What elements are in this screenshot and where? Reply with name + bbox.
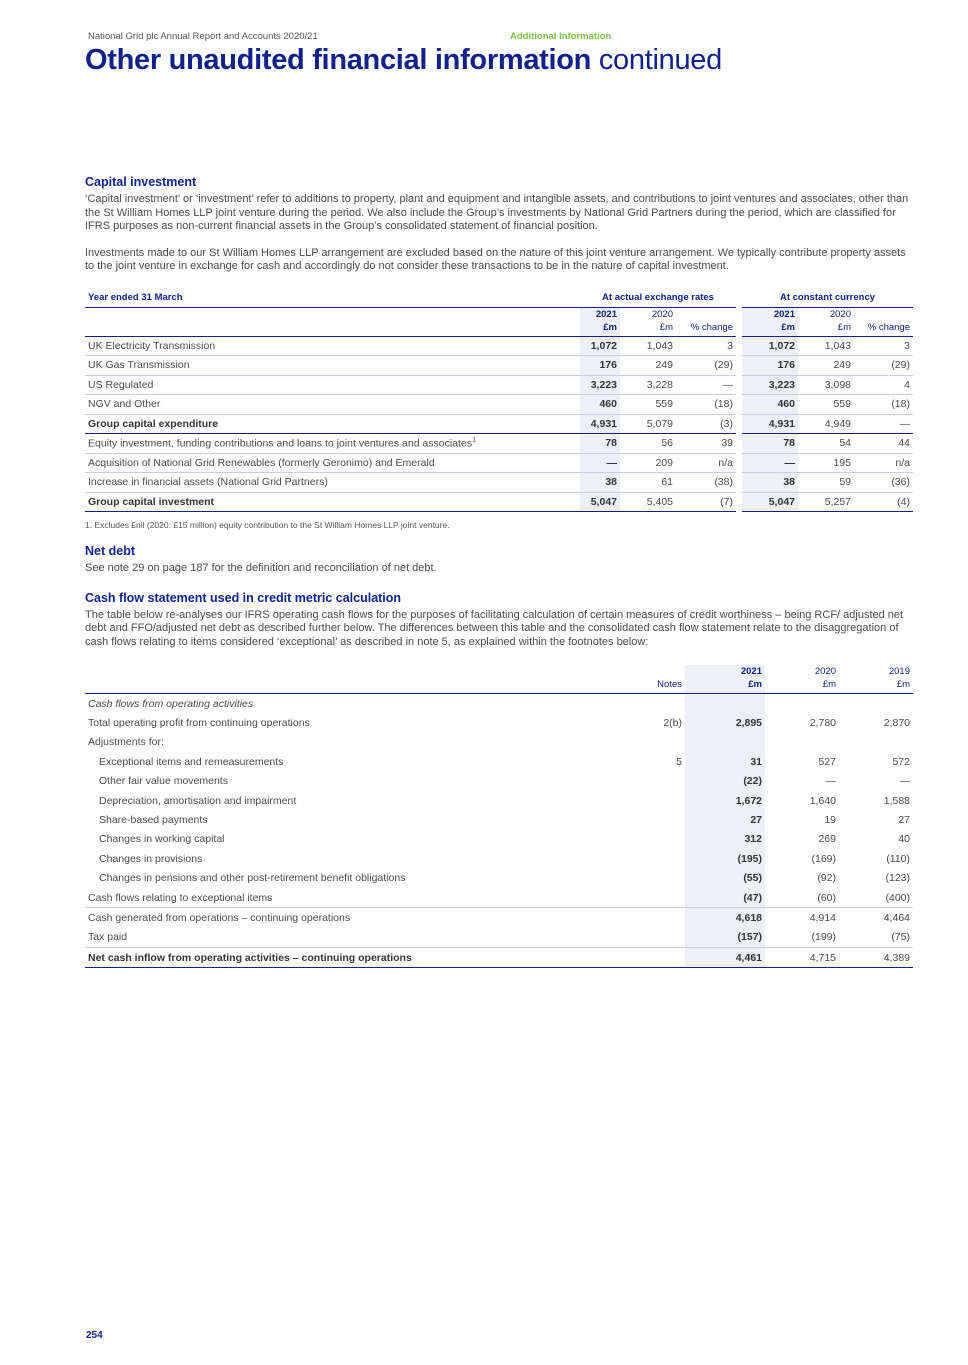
actual-change-value: n/a — [676, 453, 736, 473]
cf-2021-value: (195) — [685, 849, 765, 868]
actual-2020-value: 5,079 — [620, 414, 676, 434]
capital-investment-para-1: ‘Capital investment’ or ‘investment’ refer to additions to property, plant and equipment and intangible assets, and contributions to joint ventures and associates, other than the St William Homes LLP joint venture during the period. We also include the Group’s investments by National Grid Partners during the period, which are classified for IFRS purposes as non-current financial assets in the Group’s consolidated statement of financial position. — [85, 193, 909, 232]
note-ref — [605, 888, 685, 908]
cf-2020-value: (169) — [811, 852, 836, 865]
constant-change-value: 44 — [854, 434, 913, 454]
note-ref — [605, 849, 685, 868]
cf-2021-header: 2021 — [685, 665, 765, 678]
cf-2021-value — [685, 694, 765, 714]
constant-2020-value: 5,257 — [798, 492, 854, 512]
row-label: Cash generated from operations – continuing operations — [88, 911, 351, 924]
row-label — [85, 356, 580, 376]
row-label: Changes in working capital — [99, 833, 225, 846]
net-debt-text: See note 29 on page 187 for the definition and reconciliation of net debt. — [85, 562, 437, 574]
actual-2021-value: 460 — [580, 395, 620, 415]
section-label: Additional Information — [510, 31, 612, 42]
table-row — [85, 772, 913, 791]
actual-2021-value: — — [580, 453, 620, 473]
capital-investment-table — [85, 291, 913, 513]
note-ref — [605, 830, 685, 849]
table-row — [85, 733, 913, 752]
row-label-text: UK Gas Transmission — [88, 359, 190, 372]
cf-2019-value: — — [899, 775, 910, 788]
constant-2020-value: 3,098 — [798, 375, 854, 395]
actual-2020-value: 56 — [620, 434, 676, 454]
table-row — [85, 356, 913, 376]
constant-2021-header: 2021 — [742, 307, 798, 321]
cf-2019-value: 4,389 — [839, 948, 913, 968]
row-label-text: Equity investment, funding contributions and loans to joint ventures and associates — [88, 437, 473, 450]
row-label-text: NGV and Other — [88, 398, 161, 411]
row-label: Tax paid — [85, 928, 605, 948]
year-ended-header: Year ended 31 March — [85, 291, 580, 308]
row-label-text: UK Electricity Transmission — [88, 339, 216, 352]
page-number: 254 — [86, 1330, 103, 1341]
cf-2021-value: 4,618 — [685, 908, 765, 928]
cf-2020-header: 2020 — [814, 666, 836, 677]
note-ref — [605, 869, 685, 888]
cf-2021-value: (47) — [685, 888, 765, 908]
actual-change-value: 3 — [676, 336, 736, 356]
actual-2020-value: 3,228 — [620, 375, 676, 395]
actual-2021-value: 4,931 — [580, 414, 620, 434]
table-row — [85, 752, 913, 771]
row-label-text: Increase in financial assets (National Grid Partners) — [88, 476, 328, 489]
table-row — [85, 869, 913, 888]
constant-change-value: — — [854, 414, 913, 434]
constant-2020-value: 4,949 — [798, 414, 854, 434]
cf-2021-value: 31 — [685, 752, 765, 771]
constant-2021-value: 78 — [742, 434, 798, 454]
content — [85, 175, 913, 968]
actual-change-value: (7) — [676, 492, 736, 512]
row-label-text: US Regulated — [88, 378, 154, 391]
actual-2021-header: 2021 — [580, 307, 620, 321]
row-label — [85, 492, 580, 512]
cf-2019-value: 40 — [898, 833, 910, 846]
note-ref — [605, 791, 685, 810]
actual-2020-value: 559 — [620, 395, 676, 415]
constant-2021-unit: £m — [742, 321, 798, 337]
cf-2019-header: 2019 — [888, 666, 910, 677]
page-title-main: Other unaudited financial information — [85, 44, 592, 76]
constant-2021-value: 1,072 — [742, 336, 798, 356]
footnote-ref: 1 — [472, 437, 476, 444]
actual-change-value: (29) — [676, 356, 736, 376]
constant-2021-value: 176 — [742, 356, 798, 376]
cf-2020-value: (199) — [765, 928, 839, 948]
actual-change-value: (38) — [676, 473, 736, 493]
cash-flow-table — [85, 665, 913, 968]
constant-2020-value: 59 — [798, 473, 854, 493]
cf-2021-value: 312 — [685, 830, 765, 849]
table-row — [85, 888, 913, 908]
actual-2021-value: 38 — [580, 473, 620, 493]
table-row — [85, 713, 913, 732]
cf-2019-value: 2,870 — [883, 717, 910, 730]
cf-2021-value: (22) — [685, 772, 765, 791]
note-ref — [605, 948, 685, 968]
row-label: Cash flows relating to exceptional items — [85, 888, 605, 908]
table-row — [85, 336, 913, 356]
cf-2019-value — [839, 733, 913, 752]
cf-2021-value: 27 — [685, 810, 765, 829]
report-title: National Grid plc Annual Report and Accounts 2020/21 — [88, 31, 318, 42]
cf-2020-value: 1,640 — [809, 794, 836, 807]
actual-2021-value: 78 — [580, 434, 620, 454]
cf-2020-value: 4,914 — [809, 911, 836, 924]
row-label — [85, 395, 580, 415]
cf-2019-value: (400) — [839, 888, 913, 908]
cf-2021-value: 4,461 — [685, 948, 765, 968]
row-label: Net cash inflow from operating activities – continuing operations — [85, 948, 605, 968]
constant-change-value: 3 — [854, 336, 913, 356]
cf-2021-value: 2,895 — [685, 713, 765, 732]
constant-change-value: (18) — [854, 395, 913, 415]
note-ref — [605, 772, 685, 791]
table-row — [85, 849, 913, 868]
table-row — [85, 473, 913, 493]
row-label-text: Group capital investment — [88, 495, 215, 508]
cf-2020-unit: £m — [765, 678, 839, 694]
row-label: Other fair value movements — [99, 775, 228, 788]
constant-2021-value: 38 — [742, 473, 798, 493]
cf-2020-value: 19 — [824, 814, 836, 827]
page-title — [85, 44, 722, 77]
table-row — [85, 948, 913, 968]
actual-change-header: % change — [676, 321, 736, 337]
constant-2020-value: 195 — [798, 453, 854, 473]
row-label: Cash flows from operating activities — [88, 697, 254, 710]
table-row — [85, 908, 913, 928]
row-label — [85, 434, 580, 454]
constant-2020-unit: £m — [798, 321, 854, 337]
cf-2019-value: 1,588 — [883, 794, 910, 807]
cf-2019-value: 572 — [892, 755, 910, 768]
cf-2020-value: 2,780 — [809, 717, 836, 730]
cf-2020-value: — — [825, 775, 836, 788]
constant-2021-value: 5,047 — [742, 492, 798, 512]
cf-2020-value: (92) — [817, 872, 836, 885]
constant-change-value: (29) — [854, 356, 913, 376]
table-row — [85, 694, 913, 714]
constant-change-header: % change — [854, 321, 913, 337]
table-row — [85, 375, 913, 395]
constant-2020-value: 559 — [798, 395, 854, 415]
actual-change-value: — — [676, 375, 736, 395]
table-row — [85, 453, 913, 473]
cf-2019-value: 4,464 — [883, 911, 910, 924]
constant-change-value: 4 — [854, 375, 913, 395]
cf-2020-value: 527 — [818, 755, 836, 768]
row-label — [85, 453, 580, 473]
constant-2020-header: 2020 — [829, 308, 851, 320]
row-label: Total operating profit from continuing operations — [88, 717, 310, 730]
table-row — [85, 414, 913, 434]
actual-2021-value: 3,223 — [580, 375, 620, 395]
constant-2021-value: 3,223 — [742, 375, 798, 395]
constant-change-value: (4) — [854, 492, 913, 512]
cf-2020-value: 269 — [818, 833, 836, 846]
table-row — [85, 928, 913, 948]
cf-2019-unit: £m — [839, 678, 913, 694]
table-row — [85, 791, 913, 810]
note-ref — [605, 694, 685, 714]
row-label: Changes in provisions — [99, 852, 203, 865]
constant-currency-header: At constant currency — [742, 291, 913, 308]
cf-2020-value: (60) — [765, 888, 839, 908]
constant-change-value: (36) — [854, 473, 913, 493]
cf-2020-value — [765, 733, 839, 752]
row-label-text: Group capital expenditure — [88, 417, 219, 430]
page-title-continued: continued — [598, 44, 722, 76]
cf-2019-value: (110) — [886, 852, 910, 865]
row-label — [85, 336, 580, 356]
cf-2021-value: (55) — [685, 869, 765, 888]
cf-2019-value: (123) — [885, 872, 910, 885]
constant-2021-value: — — [742, 453, 798, 473]
actual-2020-value: 61 — [620, 473, 676, 493]
cash-flow-heading: Cash flow statement used in credit metric calculation — [85, 590, 402, 605]
row-label: Exceptional items and remeasurements — [99, 755, 284, 768]
actual-2020-value: 1,043 — [620, 336, 676, 356]
row-label: Changes in pensions and other post-retirement benefit obligations — [99, 872, 406, 885]
actual-2020-unit: £m — [620, 321, 676, 337]
constant-change-value: n/a — [854, 453, 913, 473]
cf-2020-value: 4,715 — [765, 948, 839, 968]
actual-2020-value: 5,405 — [620, 492, 676, 512]
actual-change-value: (18) — [676, 395, 736, 415]
row-label-text: Acquisition of National Grid Renewables (formerly Geronimo) and Emerald — [88, 456, 435, 469]
actual-change-value: 39 — [676, 434, 736, 454]
cf-2021-value: (157) — [685, 928, 765, 948]
cf-notes-header: Notes — [605, 678, 685, 694]
row-label: Depreciation, amortisation and impairment — [99, 794, 297, 807]
table-row — [85, 810, 913, 829]
actual-2021-value: 5,047 — [580, 492, 620, 512]
actual-2020-header: 2020 — [651, 308, 673, 320]
capital-investment-para-2: Investments made to our St William Homes LLP arrangement are excluded based on the nature of this joint venture arrangement. We typically contribute property assets to the joint venture in exchange for cash and accordingly do not consider these transactions to be in the nature of capital investment. — [85, 246, 906, 272]
cf-2019-value: 27 — [898, 814, 910, 827]
cf-2019-value: (75) — [839, 928, 913, 948]
cf-2019-value — [839, 694, 913, 714]
row-label — [85, 414, 580, 434]
actual-rates-header: At actual exchange rates — [580, 291, 736, 308]
note-ref — [605, 908, 685, 928]
actual-2021-unit: £m — [580, 321, 620, 337]
table-row — [85, 492, 913, 512]
row-label — [85, 375, 580, 395]
constant-2021-value: 4,931 — [742, 414, 798, 434]
capital-investment-heading: Capital investment — [85, 175, 197, 189]
cf-2021-unit: £m — [685, 678, 765, 694]
cf-2021-value — [685, 733, 765, 752]
row-label: Adjustments for: — [88, 736, 164, 749]
note-ref: 2(b) — [663, 717, 682, 730]
constant-2020-value: 54 — [798, 434, 854, 454]
table-row — [85, 830, 913, 849]
note-ref — [605, 810, 685, 829]
table-row — [85, 395, 913, 415]
constant-2021-value: 460 — [742, 395, 798, 415]
note-ref — [605, 733, 685, 752]
cf-2020-value — [765, 694, 839, 714]
net-debt-heading: Net debt — [85, 544, 135, 558]
row-label — [85, 473, 580, 493]
row-label: Share-based payments — [99, 814, 208, 827]
footnote: 1. Excludes £nil (2020: £15 million) equity contribution to the St William Homes LLP joint venture. — [85, 520, 450, 530]
cf-2021-value: 1,672 — [685, 791, 765, 810]
actual-2020-value: 209 — [620, 453, 676, 473]
cash-flow-text: The table below re-analyses our IFRS operating cash flows for the purposes of facilitating calculation of certain measures of credit worthiness – being RCF/ adjusted net debt and FFO/adjusted net debt as described further below. The differences between this table and the consolidated cash flow statement relate to the disaggregation of cash flows relating to items considered ‘exceptional’ as described in note 5, as explained within the footnotes below: — [85, 608, 904, 648]
note-ref: 5 — [676, 755, 682, 768]
note-ref — [605, 928, 685, 948]
actual-change-value: (3) — [676, 414, 736, 434]
constant-2020-value: 1,043 — [798, 336, 854, 356]
actual-2021-value: 1,072 — [580, 336, 620, 356]
actual-2020-value: 249 — [620, 356, 676, 376]
constant-2020-value: 249 — [798, 356, 854, 376]
actual-2021-value: 176 — [580, 356, 620, 376]
table-row — [85, 434, 913, 454]
